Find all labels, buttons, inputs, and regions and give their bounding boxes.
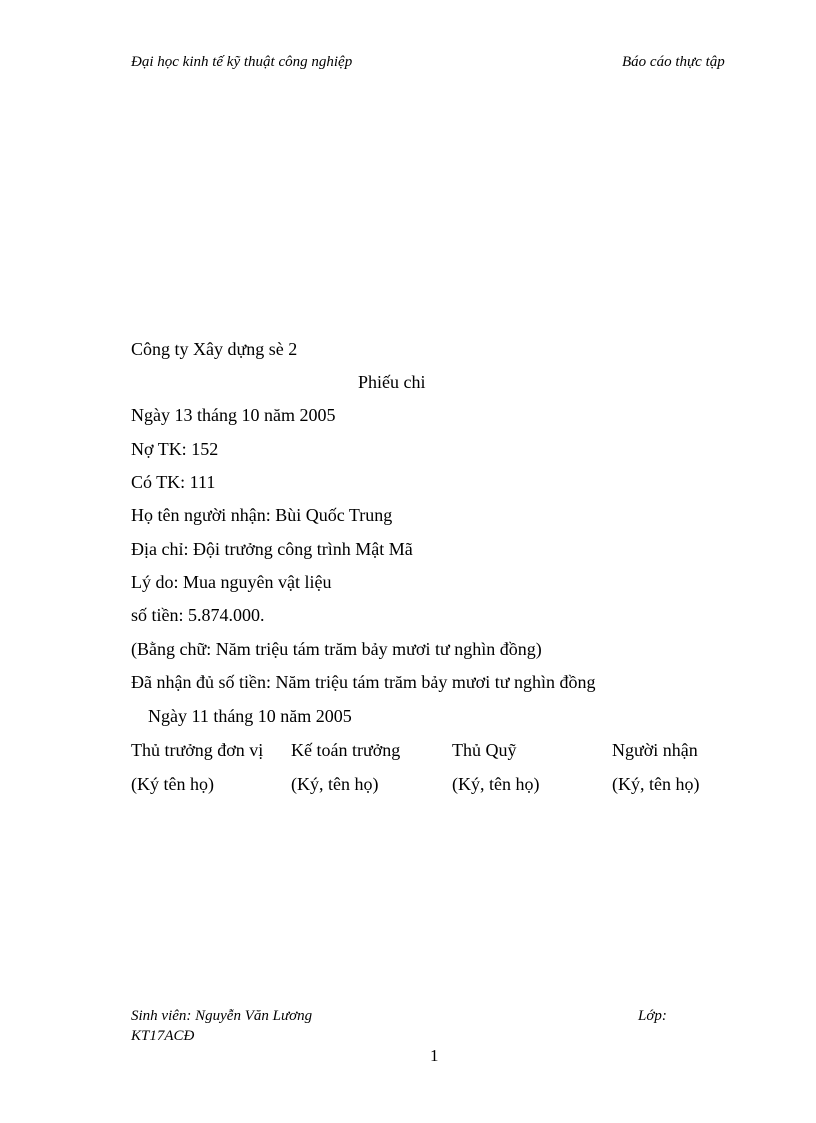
header-left: Đại học kinh tế kỹ thuật công nghiệp	[131, 54, 353, 70]
signature-note-director: (Ký tên họ)	[131, 774, 214, 794]
received-statement: Đã nhận đủ số tiền: Năm triệu tám trăm bảy mươi tư nghìn đồng	[131, 672, 596, 692]
footer-student: Sinh viên: Nguyễn Văn Lương	[131, 1008, 313, 1024]
recipient-name: Họ tên người nhận: Bùi Quốc Trung	[131, 505, 393, 525]
amount-in-words: (Bằng chữ: Năm triệu tám trăm bảy mươi tư nghìn đồng)	[131, 639, 542, 659]
signature-note-recipient: (Ký, tên họ)	[612, 774, 700, 794]
recipient-address: Địa chỉ: Đội trưởng công trình Mật Mã	[131, 539, 413, 559]
page-number: 1	[430, 1046, 439, 1065]
amount-figure: số tiền: 5.874.000.	[131, 605, 265, 625]
received-date: Ngày 11 tháng 10 năm 2005	[148, 706, 352, 726]
payment-reason: Lý do: Mua nguyên vật liệu	[131, 572, 332, 592]
company-name: Công ty Xây dựng sè 2	[131, 339, 298, 359]
signature-note-cashier: (Ký, tên họ)	[452, 774, 540, 794]
debit-account: Nợ TK: 152	[131, 439, 219, 459]
header-right: Báo cáo thực tập	[622, 54, 725, 70]
signature-role-chief-accountant: Kế toán trưởng	[291, 740, 401, 760]
footer-class-label: Lớp:	[638, 1008, 667, 1024]
signature-role-cashier: Thủ Quỹ	[452, 740, 517, 760]
footer-class-code: KT17ACĐ	[131, 1028, 195, 1044]
signature-role-recipient: Người nhận	[612, 740, 698, 760]
voucher-date: Ngày 13 tháng 10 năm 2005	[131, 405, 336, 425]
credit-account: Có TK: 111	[131, 472, 216, 492]
signature-role-director: Thủ trưởng đơn vị	[131, 740, 264, 760]
signature-note-chief-accountant: (Ký, tên họ)	[291, 774, 379, 794]
voucher-title: Phiếu chi	[358, 372, 426, 392]
